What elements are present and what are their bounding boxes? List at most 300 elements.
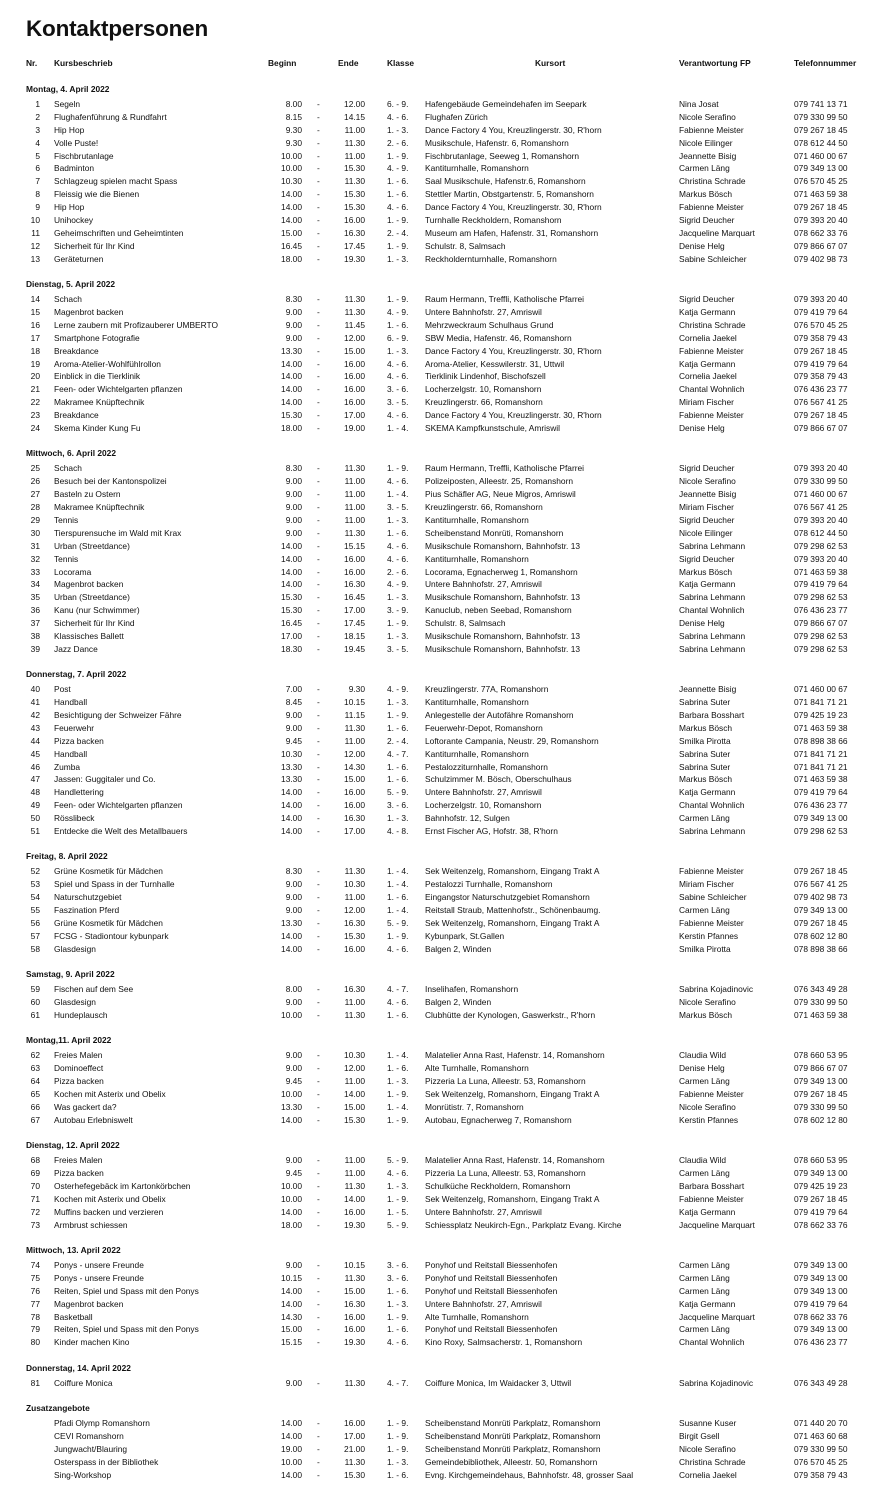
cell-kursort: Raum Hermann, Treffli, Katholische Pfarrei	[425, 463, 585, 474]
cell-verantwortung: Sigrid Deucher	[679, 514, 735, 525]
cell-ende: 16.00	[344, 1418, 365, 1429]
cell-nr: 27	[30, 489, 40, 500]
cell-klasse: 1. - 5.	[387, 1206, 409, 1217]
cell-kursort: Kantiturnhalle, Romanshorn	[425, 697, 529, 708]
cell-verantwortung: Katja Germann	[679, 306, 736, 317]
cell-verantwortung: Miriam Fischer	[679, 502, 734, 513]
table-row	[0, 1417, 890, 1430]
cell-verantwortung: Sabrina Suter	[679, 748, 731, 759]
section-gap	[0, 1349, 890, 1357]
cell-verantwortung: Miriam Fischer	[679, 397, 734, 408]
table-row	[0, 917, 890, 930]
cell-separator: -	[317, 710, 320, 721]
cell-kursbeschrieb: Reiten, Spiel und Spass mit den Ponys	[54, 1285, 199, 1296]
cell-verantwortung: Jeannette Bisig	[679, 489, 737, 500]
cell-kursort: Schulküche Reckholdern, Romanshorn	[425, 1180, 571, 1191]
cell-beginn: 18.00	[281, 253, 302, 264]
cell-beginn: 14.00	[281, 202, 302, 213]
cell-nr: 37	[30, 618, 40, 629]
cell-kursort: Sek Weitenzelg, Romanshorn, Eingang Trakt A	[425, 866, 600, 877]
cell-verantwortung: Sabrina Lehmann	[679, 630, 746, 641]
heading-spacer	[0, 976, 890, 983]
cell-verantwortung: Carmen Läng	[679, 1260, 730, 1271]
cell-nr: 56	[30, 917, 40, 928]
cell-nr: 23	[30, 410, 40, 421]
cell-kursbeschrieb: Geräteturnen	[54, 253, 104, 264]
table-row	[0, 630, 890, 643]
cell-beginn: 15.30	[281, 410, 302, 421]
cell-klasse: 1. - 9.	[387, 294, 409, 305]
cell-klasse: 1. - 4.	[387, 1101, 409, 1112]
cell-telefon: 076 343 49 28	[794, 1377, 848, 1388]
cell-ende: 11.30	[344, 294, 365, 305]
table-row	[0, 1298, 890, 1311]
cell-klasse: 1. - 6.	[387, 1063, 409, 1074]
cell-telefon: 078 602 12 80	[794, 930, 848, 941]
cell-verantwortung: Fabienne Meister	[679, 1089, 744, 1099]
cell-klasse: 2. - 6.	[387, 566, 409, 577]
cell-telefon: 079 298 62 53	[794, 540, 848, 551]
cell-separator: -	[317, 930, 320, 941]
cell-verantwortung: Sabrina Lehmann	[679, 826, 746, 837]
cell-klasse: 1. - 6.	[387, 761, 409, 772]
table-row	[0, 735, 890, 748]
cell-kursbeschrieb: Urban (Streetdance)	[54, 540, 130, 551]
cell-klasse: 4. - 6.	[387, 540, 409, 551]
cell-beginn: 9.00	[285, 527, 302, 538]
cell-klasse: 1. - 3.	[387, 345, 409, 356]
cell-klasse: 1. - 4.	[387, 422, 409, 433]
table-row	[0, 1193, 890, 1206]
cell-nr: 14	[30, 294, 40, 305]
cell-klasse: 1. - 6.	[387, 1285, 409, 1296]
cell-ende: 15.30	[344, 163, 365, 174]
cell-klasse: 2. - 4.	[387, 735, 409, 746]
cell-nr: 8	[35, 189, 40, 200]
cell-beginn: 9.00	[285, 489, 302, 500]
cell-verantwortung: Markus Bösch	[679, 189, 733, 200]
cell-separator: -	[317, 227, 320, 238]
cell-kursort: Stettler Martin, Obstgartenstr. 5, Romanshorn	[425, 189, 594, 200]
cell-kursbeschrieb: Kochen mit Asterix und Obelix	[54, 1089, 166, 1099]
cell-kursbeschrieb: Kinder machen Kino	[54, 1337, 130, 1348]
cell-kursbeschrieb: Besuch bei der Kantonspolizei	[54, 476, 167, 487]
cell-verantwortung: Katja Germann	[679, 1206, 736, 1217]
cell-ende: 19.30	[344, 1337, 365, 1348]
cell-klasse: 4. - 6.	[387, 410, 409, 421]
cell-verantwortung: Fabienne Meister	[679, 202, 744, 213]
cell-telefon: 079 267 18 45	[794, 1089, 848, 1099]
cell-nr: 67	[30, 1114, 40, 1125]
table-row	[0, 865, 890, 878]
cell-separator: -	[317, 240, 320, 251]
cell-kursort: Sek Weitenzelg, Romanshorn, Eingang Trakt A	[425, 917, 600, 928]
cell-ende: 11.00	[344, 1155, 365, 1166]
table-row	[0, 761, 890, 774]
cell-beginn: 9.00	[285, 722, 302, 733]
cell-klasse: 5. - 9.	[387, 1155, 409, 1166]
table-row	[0, 422, 890, 435]
cell-beginn: 9.45	[285, 1076, 302, 1087]
cell-klasse: 4. - 6.	[387, 1337, 409, 1348]
cell-nr: 41	[30, 697, 40, 708]
day-heading-label: Donnerstag, 7. April 2022	[26, 669, 127, 680]
header-nr: Nr.	[26, 58, 38, 68]
cell-telefon: 079 267 18 45	[794, 124, 848, 135]
cell-beginn: 14.00	[281, 826, 302, 837]
cell-telefon: 079 425 19 23	[794, 1180, 848, 1191]
cell-kursbeschrieb: Naturschutzgebiet	[54, 892, 122, 903]
cell-kursbeschrieb: Handball	[54, 697, 88, 708]
heading-spacer	[0, 1410, 890, 1417]
cell-beginn: 16.45	[281, 240, 302, 251]
cell-nr: 44	[30, 735, 40, 746]
cell-ende: 15.00	[344, 345, 365, 356]
cell-kursbeschrieb: Muffins backen und verzieren	[54, 1206, 164, 1217]
cell-telefon: 079 358 79 43	[794, 1469, 848, 1480]
cell-ende: 11.00	[344, 514, 365, 525]
cell-klasse: 1. - 9.	[387, 1311, 409, 1322]
cell-klasse: 4. - 6.	[387, 111, 409, 122]
cell-verantwortung: Sabrina Kojadinovic	[679, 1377, 754, 1388]
section-gap	[0, 838, 890, 846]
cell-separator: -	[317, 997, 320, 1008]
cell-telefon: 076 570 45 25	[794, 319, 848, 330]
cell-nr: 20	[30, 371, 40, 382]
cell-nr: 13	[30, 253, 40, 264]
cell-beginn: 14.00	[281, 189, 302, 200]
cell-klasse: 1. - 3.	[387, 1298, 409, 1309]
cell-kursort: Dance Factory 4 You, Kreuzlingerstr. 30, R'horn	[425, 345, 602, 356]
cell-ende: 16.00	[344, 1311, 365, 1322]
cell-ende: 11.30	[344, 137, 365, 148]
cell-beginn: 14.00	[281, 1206, 302, 1217]
table-row	[0, 825, 890, 838]
cell-telefon: 079 349 13 00	[794, 1260, 848, 1271]
cell-ende: 11.15	[344, 710, 365, 721]
cell-telefon: 076 436 23 77	[794, 384, 848, 395]
cell-verantwortung: Carmen Läng	[679, 1272, 730, 1283]
cell-nr: 51	[30, 826, 40, 837]
cell-verantwortung: Carmen Läng	[679, 1324, 730, 1335]
cell-klasse: 3. - 5.	[387, 397, 409, 408]
cell-verantwortung: Sabine Schleicher	[679, 253, 747, 264]
cell-klasse: 1. - 4.	[387, 879, 409, 890]
cell-telefon: 078 898 38 66	[794, 943, 848, 954]
cell-beginn: 10.15	[281, 1272, 302, 1283]
cell-verantwortung: Sigrid Deucher	[679, 215, 735, 226]
cell-beginn: 14.00	[281, 358, 302, 369]
cell-ende: 12.00	[344, 332, 365, 343]
cell-ende: 16.00	[344, 800, 365, 811]
cell-kursort: Malatelier Anna Rast, Hafenstr. 14, Romanshorn	[425, 1050, 605, 1061]
cell-ende: 16.00	[344, 1206, 365, 1217]
table-row	[0, 540, 890, 553]
cell-telefon: 079 866 67 07	[794, 1063, 848, 1074]
cell-verantwortung: Nicole Serafino	[679, 111, 736, 122]
cell-separator: -	[317, 189, 320, 200]
cell-telefon: 078 898 38 66	[794, 735, 848, 746]
cell-beginn: 14.00	[281, 384, 302, 395]
table-row	[0, 1430, 890, 1443]
cell-kursbeschrieb: Coiffure Monica	[54, 1377, 113, 1388]
table-row	[0, 1285, 890, 1298]
cell-ende: 15.30	[344, 1469, 365, 1480]
cell-separator: -	[317, 1089, 320, 1099]
table-row	[0, 709, 890, 722]
cell-kursbeschrieb: Sing-Workshop	[54, 1469, 112, 1480]
cell-beginn: 14.00	[281, 1431, 302, 1442]
cell-telefon: 079 349 13 00	[794, 813, 848, 824]
cell-klasse: 4. - 9.	[387, 306, 409, 317]
cell-klasse: 4. - 9.	[387, 684, 409, 695]
cell-separator: -	[317, 787, 320, 798]
cell-beginn: 15.00	[281, 227, 302, 238]
cell-kursort: Inselihafen, Romanshorn	[425, 984, 519, 995]
cell-beginn: 14.00	[281, 566, 302, 577]
table-row	[0, 799, 890, 812]
table-row	[0, 1062, 890, 1075]
cell-klasse: 3. - 6.	[387, 1260, 409, 1271]
cell-telefon: 078 602 12 80	[794, 1114, 848, 1125]
cell-telefon: 079 419 79 64	[794, 787, 848, 798]
cell-kursbeschrieb: Rösslibeck	[54, 813, 95, 824]
cell-telefon: 079 330 99 50	[794, 1101, 848, 1112]
cell-klasse: 4. - 7.	[387, 1377, 409, 1388]
cell-kursort: Untere Bahnhofstr. 27, Amriswil	[425, 787, 542, 798]
cell-kursort: Scheibenstand Monrüti Parkplatz, Romanshorn	[425, 1443, 601, 1454]
cell-separator: -	[317, 1206, 320, 1217]
cell-klasse: 4. - 9.	[387, 579, 409, 590]
cell-telefon: 079 298 62 53	[794, 643, 848, 654]
cell-telefon: 076 570 45 25	[794, 176, 848, 187]
cell-kursbeschrieb: Breakdance	[54, 410, 99, 421]
cell-verantwortung: Katja Germann	[679, 358, 736, 369]
cell-verantwortung: Jeannette Bisig	[679, 684, 737, 695]
table-row	[0, 696, 890, 709]
cell-nr: 69	[30, 1168, 40, 1179]
table-row	[0, 643, 890, 656]
cell-telefon: 079 330 99 50	[794, 997, 848, 1008]
cell-verantwortung: Sigrid Deucher	[679, 553, 735, 564]
cell-nr: 31	[30, 540, 40, 551]
cell-kursort: Kreuzlingerstr. 66, Romanshorn	[425, 502, 543, 513]
cell-kursbeschrieb: Klassisches Ballett	[54, 630, 124, 641]
cell-separator: -	[317, 1063, 320, 1074]
cell-telefon: 076 343 49 28	[794, 984, 848, 995]
cell-ende: 11.00	[344, 735, 365, 746]
cell-nr: 46	[30, 761, 40, 772]
cell-verantwortung: Chantal Wohnlich	[679, 605, 745, 616]
cell-verantwortung: Nicole Eilinger	[679, 527, 733, 538]
table-row	[0, 253, 890, 266]
cell-kursbeschrieb: Ponys - unsere Freunde	[54, 1272, 144, 1283]
cell-telefon: 071 460 00 67	[794, 489, 848, 500]
cell-verantwortung: Kerstin Pfannes	[679, 930, 739, 941]
cell-ende: 12.00	[344, 99, 365, 109]
cell-verantwortung: Cornelia Jaekel	[679, 332, 737, 343]
cell-kursbeschrieb: Handball	[54, 748, 88, 759]
table-row	[0, 1272, 890, 1285]
cell-ende: 11.30	[344, 463, 365, 474]
cell-ende: 16.30	[344, 1298, 365, 1309]
cell-beginn: 9.45	[285, 1168, 302, 1179]
cell-verantwortung: Barbara Bosshart	[679, 1180, 745, 1191]
cell-separator: -	[317, 1324, 320, 1335]
cell-kursort: Polizeiposten, Alleestr. 25, Romanshorn	[425, 476, 574, 487]
cell-kursort: Balgen 2, Winden	[425, 997, 492, 1008]
table-row	[0, 409, 890, 422]
cell-ende: 10.15	[344, 697, 365, 708]
cell-beginn: 8.30	[285, 463, 302, 474]
cell-nr: 63	[30, 1063, 40, 1074]
cell-verantwortung: Jacqueline Marquart	[679, 227, 755, 238]
cell-telefon: 076 436 23 77	[794, 605, 848, 616]
table-row	[0, 578, 890, 591]
cell-kursort: Pizzeria La Luna, Alleestr. 53, Romanshorn	[425, 1076, 586, 1087]
cell-telefon: 071 841 71 21	[794, 761, 848, 772]
table-row	[0, 617, 890, 630]
table-row	[0, 462, 890, 475]
cell-ende: 15.00	[344, 1285, 365, 1296]
cell-klasse: 1. - 4.	[387, 489, 409, 500]
cell-ende: 15.30	[344, 1114, 365, 1125]
cell-kursort: Reckholdernturnhalle, Romanshorn	[425, 253, 557, 264]
cell-beginn: 9.00	[285, 892, 302, 903]
day-heading	[0, 273, 890, 290]
table-row	[0, 396, 890, 409]
cell-nr: 70	[30, 1180, 40, 1191]
cell-kursbeschrieb: Segeln	[54, 99, 81, 109]
cell-verantwortung: Nicole Eilinger	[679, 137, 733, 148]
cell-beginn: 9.30	[285, 137, 302, 148]
cell-beginn: 14.00	[281, 1469, 302, 1480]
cell-verantwortung: Carmen Läng	[679, 1285, 730, 1296]
cell-nr: 17	[30, 332, 40, 343]
cell-kursort: Dance Factory 4 You, Kreuzlingerstr. 30, R'horn	[425, 124, 602, 135]
table-row	[0, 475, 890, 488]
cell-verantwortung: Katja Germann	[679, 579, 736, 590]
section-gap	[0, 956, 890, 964]
cell-klasse: 3. - 6.	[387, 800, 409, 811]
cell-verantwortung: Sabrina Lehmann	[679, 643, 746, 654]
cell-kursort: Scheibenstand Monrüti, Romanshorn	[425, 527, 564, 538]
cell-nr: 43	[30, 722, 40, 733]
cell-klasse: 1. - 9.	[387, 710, 409, 721]
cell-kursort: Kantiturnhalle, Romanshorn	[425, 163, 529, 174]
cell-nr: 30	[30, 527, 40, 538]
cell-separator: -	[317, 150, 320, 161]
cell-telefon: 079 349 13 00	[794, 1272, 848, 1283]
header-ende: Ende	[338, 58, 359, 68]
day-heading-label: Mittwoch, 13. April 2022	[26, 1245, 121, 1256]
cell-ende: 19.30	[344, 253, 365, 264]
cell-ende: 15.30	[344, 189, 365, 200]
cell-kursort: Musikschule Romanshorn, Bahnhofstr. 13	[425, 592, 581, 603]
cell-beginn: 8.30	[285, 866, 302, 877]
cell-klasse: 1. - 3.	[387, 1076, 409, 1087]
cell-nr: 42	[30, 710, 40, 721]
cell-beginn: 9.00	[285, 1050, 302, 1061]
cell-kursort: Pizzeria La Luna, Alleestr. 53, Romanshorn	[425, 1168, 586, 1179]
cell-beginn: 9.00	[285, 1377, 302, 1388]
heading-spacer	[0, 858, 890, 865]
cell-kursbeschrieb: Kanu (nur Schwimmer)	[54, 605, 140, 616]
cell-beginn: 9.00	[285, 1260, 302, 1271]
cell-kursort: Musikschule, Hafenstr. 6, Romanshorn	[425, 137, 569, 148]
table-row	[0, 566, 890, 579]
cell-telefon: 079 267 18 45	[794, 866, 848, 877]
cell-kursort: Coiffure Monica, Im Waidacker 3, Uttwil	[425, 1377, 572, 1388]
cell-nr: 33	[30, 566, 40, 577]
cell-kursort: Scheibenstand Monrüti Parkplatz, Romanshorn	[425, 1418, 601, 1429]
cell-klasse: 2. - 4.	[387, 227, 409, 238]
cell-kursbeschrieb: Aroma-Atelier-Wohlfühlrollon	[54, 358, 161, 369]
cell-ende: 17.00	[344, 605, 365, 616]
cell-telefon: 079 393 20 40	[794, 514, 848, 525]
cell-beginn: 10.00	[281, 1193, 302, 1204]
cell-verantwortung: Kerstin Pfannes	[679, 1114, 739, 1125]
cell-ende: 11.30	[344, 1456, 365, 1467]
cell-separator: -	[317, 476, 320, 487]
cell-kursbeschrieb: Grüne Kosmetik für Mädchen	[54, 917, 163, 928]
cell-verantwortung: Jacqueline Marquart	[679, 1311, 755, 1322]
cell-separator: -	[317, 111, 320, 122]
day-heading-label: Samstag, 9. April 2022	[26, 969, 115, 980]
table-row	[0, 527, 890, 540]
cell-beginn: 9.00	[285, 306, 302, 317]
cell-separator: -	[317, 697, 320, 708]
cell-separator: -	[317, 1272, 320, 1283]
section-gap	[0, 266, 890, 274]
cell-telefon: 079 330 99 50	[794, 476, 848, 487]
cell-kursbeschrieb: Sicherheit für Ihr Kind	[54, 240, 135, 251]
cell-ende: 16.30	[344, 813, 365, 824]
cell-nr: 50	[30, 813, 40, 824]
day-heading	[0, 1134, 890, 1151]
cell-kursort: Kantiturnhalle, Romanshorn	[425, 748, 529, 759]
cell-ende: 16.00	[344, 371, 365, 382]
cell-ende: 16.00	[344, 384, 365, 395]
cell-kursort: Reitstall Straub, Mattenhofstr., Schönenbaumg.	[425, 905, 601, 916]
heading-spacer	[0, 1042, 890, 1049]
cell-kursort: Ponyhof und Reitstall Biessenhofen	[425, 1272, 558, 1283]
cell-telefon: 079 267 18 45	[794, 202, 848, 213]
cell-ende: 11.30	[344, 306, 365, 317]
cell-ende: 11.00	[344, 124, 365, 135]
heading-spacer	[0, 1252, 890, 1259]
cell-klasse: 4. - 9.	[387, 163, 409, 174]
cell-separator: -	[317, 1456, 320, 1467]
cell-ende: 15.00	[344, 1101, 365, 1112]
cell-klasse: 1. - 6.	[387, 722, 409, 733]
cell-ende: 16.00	[344, 943, 365, 954]
cell-klasse: 4. - 6.	[387, 371, 409, 382]
cell-nr: 55	[30, 905, 40, 916]
cell-ende: 14.30	[344, 761, 365, 772]
cell-verantwortung: Katja Germann	[679, 787, 736, 798]
cell-kursort: Dance Factory 4 You, Kreuzlingerstr. 30, R'horn	[425, 410, 602, 421]
cell-kursort: Kanuclub, neben Seebad, Romanshorn	[425, 605, 572, 616]
cell-kursort: Musikschule Romanshorn, Bahnhofstr. 13	[425, 630, 581, 641]
cell-klasse: 1. - 9.	[387, 215, 409, 226]
day-heading	[0, 663, 890, 680]
cell-ende: 17.00	[344, 1431, 365, 1442]
cell-kursbeschrieb: Schach	[54, 463, 82, 474]
cell-ende: 16.45	[344, 592, 365, 603]
cell-separator: -	[317, 643, 320, 654]
cell-ende: 10.15	[344, 1260, 365, 1271]
